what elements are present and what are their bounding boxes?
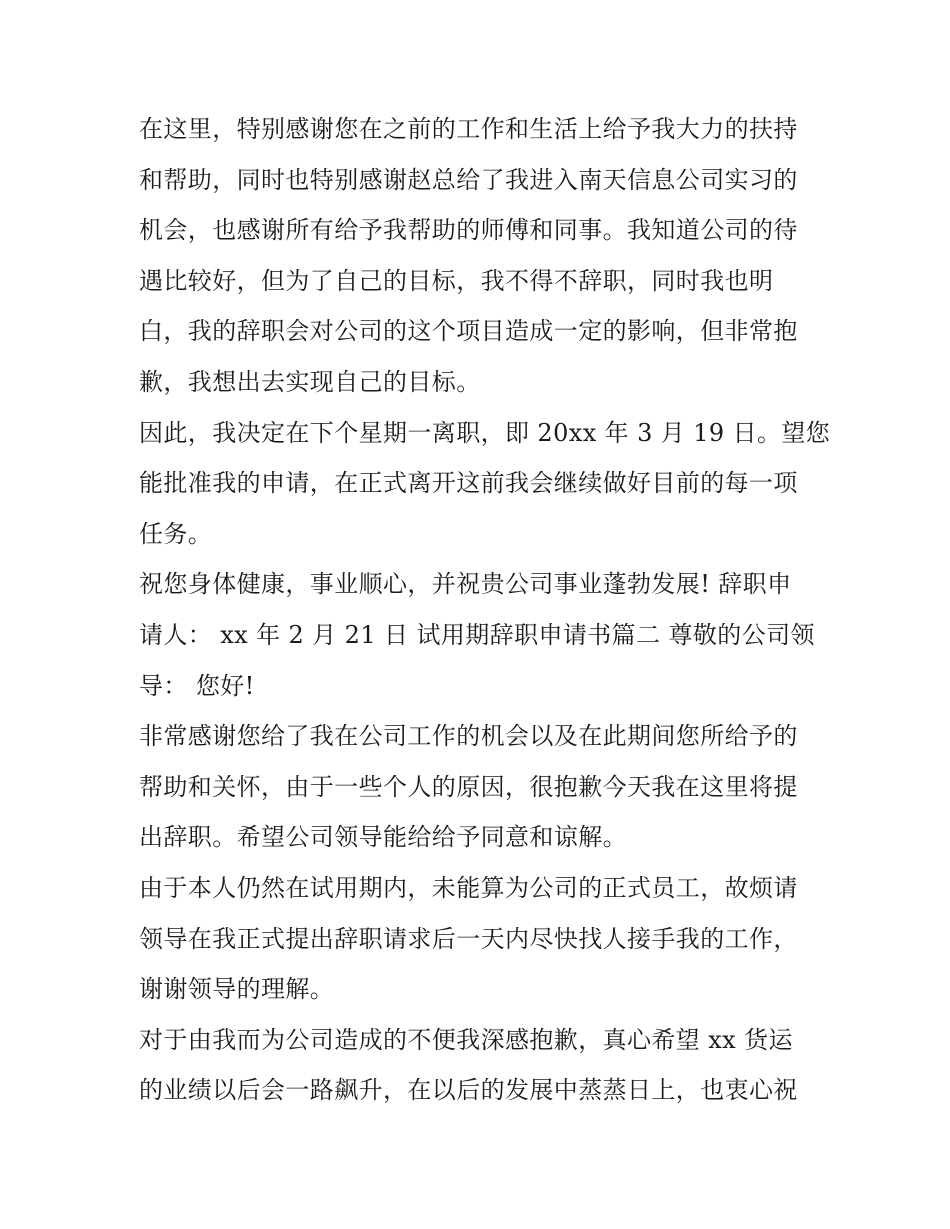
text-line: 祝您身体健康，事业顺心，并祝贵公司事业蓬勃发展! 辞职申	[139, 570, 792, 599]
text-line: 遇比较好，但为了自己的目标，我不得不辞职，同时我也明	[139, 266, 774, 295]
text-line: 请人： xx 年 2 月 21 日 试用期辞职申请书篇二 尊敬的公司领	[139, 620, 815, 649]
paragraph-thanks	[139, 104, 819, 408]
text-line: 在这里，特别感谢您在之前的工作和生活上给予我大力的扶持	[139, 115, 798, 143]
text-line: 和帮助，同时也特别感谢赵总给了我进入南天信息公司实习的	[139, 165, 798, 194]
text-line: 领导在我正式提出辞职请求后一天内尽快找人接手我的工作，	[139, 924, 798, 953]
paragraph-departure-date	[139, 408, 831, 560]
text-line: 能批准我的申请，在正式离开这前我会继续做好目前的每一项	[139, 469, 798, 498]
text-line: 歉，我想出去实现自己的目标。	[139, 367, 481, 396]
text-line: 的业绩以后会一路飙升，在以后的发展中蒸蒸日上，也衷心祝	[139, 1076, 798, 1105]
document-body	[139, 104, 831, 1116]
paragraph-probation	[139, 863, 819, 1015]
text-line: 因此，我决定在下个星期一离职，即 20xx 年 3 月 19 日。望您	[139, 418, 831, 447]
text-line: 机会，也感谢所有给予我帮助的师傅和同事。我知道公司的待	[139, 216, 798, 245]
text-line: 白，我的辞职会对公司的这个项目造成一定的影响，但非常抱	[139, 317, 798, 346]
paragraph-apology	[139, 1015, 819, 1116]
text-line: 由于本人仍然在试用期内，未能算为公司的正式员工，故烦请	[139, 873, 798, 902]
text-line: 帮助和关怀，由于一些个人的原因，很抱歉今天我在这里将提	[139, 772, 798, 801]
text-line: 对于由我而为公司造成的不便我深感抱歉，真心希望 xx 货运	[139, 1025, 793, 1054]
paragraph-gratitude	[139, 711, 819, 863]
text-line: 谢谢领导的理解。	[139, 975, 335, 1004]
text-line: 导： 您好!	[139, 671, 255, 700]
paragraph-wishes-signature	[139, 559, 819, 711]
text-line: 非常感谢您给了我在公司工作的机会以及在此期间您所给予的	[139, 722, 798, 751]
text-line: 出辞职。希望公司领导能给给予同意和谅解。	[139, 823, 627, 852]
text-line: 任务。	[139, 519, 213, 548]
